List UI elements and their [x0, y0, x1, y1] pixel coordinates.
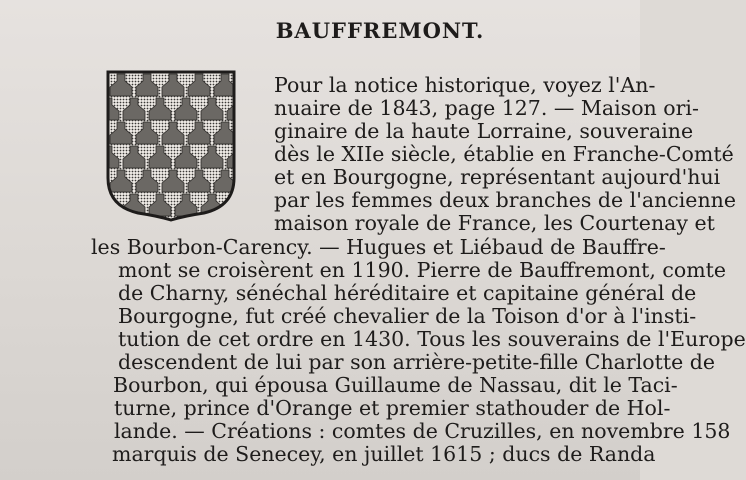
text-line: marquis de Senecey, en juillet 1615 ; ducs de Randa — [112, 442, 656, 466]
text-line: de Charny, sénéchal héréditaire et capitaine général de — [118, 281, 697, 305]
text-line: tution de cet ordre en 1430. Tous les souverains de l'Europe — [118, 327, 746, 351]
coat-of-arms-icon — [104, 68, 238, 220]
text-line: Pour la notice historique, voyez l'An- — [274, 73, 656, 97]
text-line: maison royale de France, les Courtenay et — [274, 211, 715, 235]
text-line: Bourbon, qui épousa Guillaume de Nassau, dit le Taci- — [113, 373, 678, 397]
text-line: Bourgogne, fut créé chevalier de la Toison d'or à l'insti- — [118, 304, 697, 328]
vair-bell-shape — [240, 74, 262, 96]
vair-bell-shape — [240, 122, 262, 144]
vair-bell-shape — [84, 122, 106, 144]
vair-bell-shape — [253, 98, 275, 120]
vair-bell-shape — [240, 170, 262, 192]
vair-bell-shape — [84, 74, 106, 96]
text-line: nuaire de 1843, page 127. — Maison ori- — [274, 96, 699, 120]
text-line: descendent de lui par son arrière-petite-fille Charlotte de — [118, 350, 715, 374]
vair-bell-shape — [253, 146, 275, 168]
text-line: les Bourbon-Carency. — Hugues et Liébaud de Bauffre- — [91, 235, 666, 259]
text-line: ginaire de la haute Lorraine, souveraine — [274, 119, 694, 143]
text-line: mont se croisèrent en 1190. Pierre de Bauffremont, comte — [118, 258, 727, 282]
vair-bell-shape — [253, 194, 275, 216]
text-line: turne, prince d'Orange et premier stathouder de Hol- — [114, 396, 671, 420]
vair-bell-shape — [84, 170, 106, 192]
page-title: BAUFFREMONT. — [275, 18, 485, 43]
text-line: dès le XIIe siècle, établie en Franche-Comté — [274, 142, 734, 166]
text-line: par les femmes deux branches de l'ancienne — [274, 188, 736, 212]
text-line: lande. — Créations : comtes de Cruzilles, en novembre 158 — [114, 419, 731, 443]
text-line: et en Bourgogne, représentant aujourd'hui — [274, 165, 721, 189]
